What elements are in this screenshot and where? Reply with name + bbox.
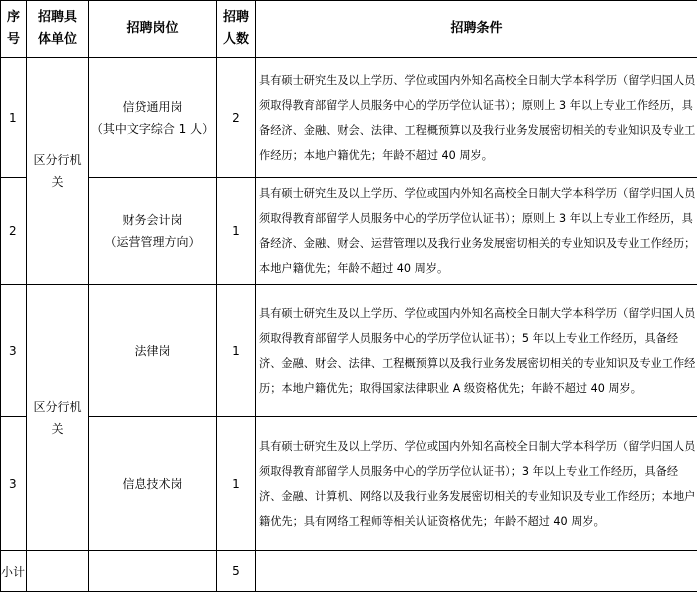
row-position: 法律岗 (89, 285, 217, 417)
table-row (1, 417, 697, 551)
table-row (1, 58, 697, 178)
row-count: 2 (217, 58, 256, 178)
row-requirements: 具有硕士研究生及以上学历、学位或国内外知名高校全日制大学本科学历（留学归国人员须取得教育部留学人员服务中心的学历学位认证书）；原则上 3 年以上专业工作经历，具备经济、金融、财会、运营管理以及我行业务发展密切相关的专业知识及专业工作经历；本地户籍优先；年龄不超过 40 周岁。 (256, 178, 697, 285)
header-seq: 序 号 (1, 1, 27, 58)
row-count: 1 (217, 417, 256, 551)
subtotal-row (1, 551, 697, 592)
unit-cell: 区分行机 关 (27, 58, 89, 285)
table-row (1, 285, 697, 417)
subtotal-unit (27, 551, 89, 592)
table-row (1, 178, 697, 285)
header-requirements: 招聘条件 (256, 1, 697, 58)
header-row (1, 1, 697, 58)
subtotal-label: 小计 (1, 551, 27, 592)
header-position: 招聘岗位 (89, 1, 217, 58)
row-position: 信贷通用岗 （其中文字综合 1 人） (89, 58, 217, 178)
header-count: 招聘 人数 (217, 1, 256, 58)
row-requirements: 具有硕士研究生及以上学历、学位或国内外知名高校全日制大学本科学历（留学归国人员须取得教育部留学人员服务中心的学历学位认证书）；原则上 3 年以上专业工作经历，具备经济、金融、财会、法律、工程概预算以及我行业务发展密切相关的专业知识及专业工作经历；本地户籍优先；年龄不超过 40 周岁。 (256, 58, 697, 178)
subtotal-position (89, 551, 217, 592)
row-position: 财务会计岗 （运营管理方向） (89, 178, 217, 285)
subtotal-requirements (256, 551, 697, 592)
row-seq: 3 (1, 417, 27, 551)
row-position: 信息技术岗 (89, 417, 217, 551)
row-seq: 1 (1, 58, 27, 178)
unit-cell: 区分行机 关 (27, 285, 89, 551)
row-requirements: 具有硕士研究生及以上学历、学位或国内外知名高校全日制大学本科学历（留学归国人员须取得教育部留学人员服务中心的学历学位认证书）；5 年以上专业工作经历，具备经济、金融、财会、法律、工程概预算以及我行业务发展密切相关的专业知识及专业工作经历；本地户籍优先；取得国家法律职业 A 级资格优先；年龄不超过 40 周岁。 (256, 285, 697, 417)
row-requirements: 具有硕士研究生及以上学历、学位或国内外知名高校全日制大学本科学历（留学归国人员须取得教育部留学人员服务中心的学历学位认证书）；3 年以上专业工作经历，具备经济、金融、计算机、网络以及我行业务发展密切相关的专业知识及专业工作经历；本地户籍优先；具有网络工程师等相关认证资格优先；年龄不超过 40 周岁。 (256, 417, 697, 551)
subtotal-count: 5 (217, 551, 256, 592)
row-seq: 2 (1, 178, 27, 285)
row-count: 1 (217, 285, 256, 417)
row-seq: 3 (1, 285, 27, 417)
header-unit: 招聘具 体单位 (27, 1, 89, 58)
row-count: 1 (217, 178, 256, 285)
